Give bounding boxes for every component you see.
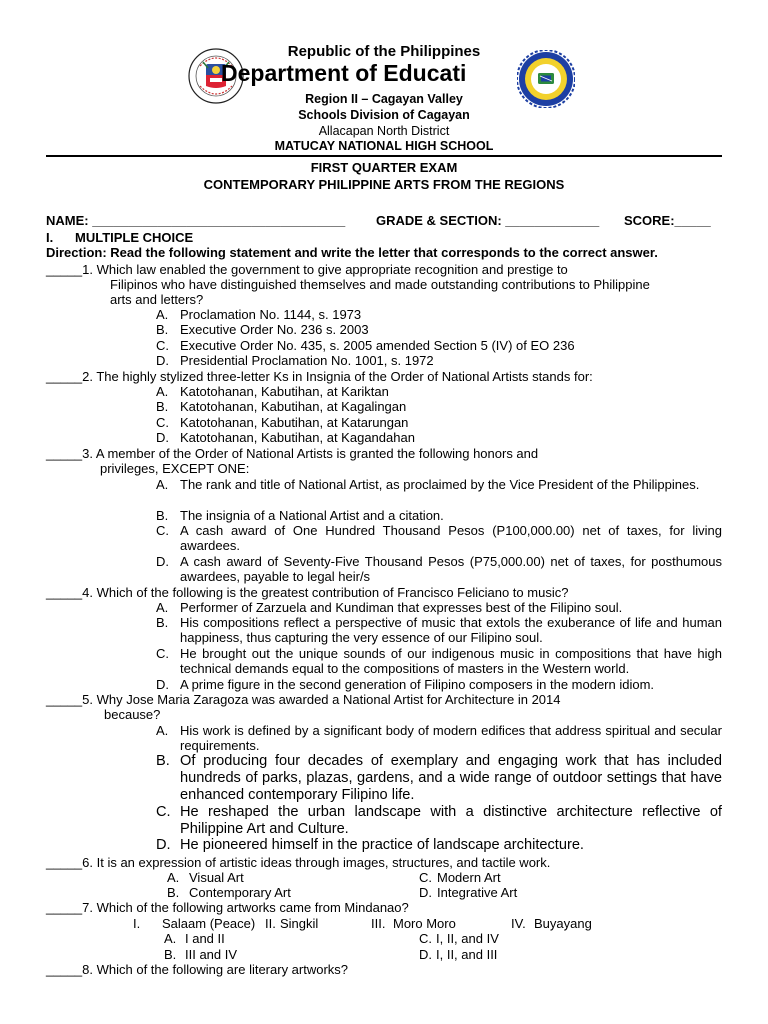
option-text: He pioneered himself in the practice of landscape architecture. [180,837,584,853]
option-text: Proclamation No. 1144, s. 1973 [180,307,362,322]
direction-body: : Read the following statement and write the letter that corresponds to the correct answer. [102,245,658,260]
option-text: III and IV [185,947,238,962]
question-7-option-b[interactable] [164,947,364,963]
option-text: Katotohanan, Kabutihan, at Katarungan [180,415,409,430]
question-7-item-4-num: IV. [511,916,526,931]
question-5-option-d[interactable] [156,837,722,854]
region-heading: Region II – Cagayan Valley [305,92,463,106]
score-field[interactable]: SCORE:_____ [624,213,711,228]
school-heading: MATUCAY NATIONAL HIGH SCHOOL [274,139,494,153]
question-6-option-c[interactable] [419,870,619,886]
section-title: MULTIPLE CHOICE [75,230,194,245]
option-text: Katotohanan, Kabutihan, at Kagandahan [180,430,415,445]
question-1-option-d[interactable] [156,353,722,369]
option-letter: C. [156,804,171,820]
question-3-line-2: privileges, EXCEPT ONE: [100,461,250,476]
question-5-line-1: _____5. Why Jose Maria Zaragoza was awarded a National Artist for Architecture in 2014 [46,692,561,707]
option-letter: B. [156,753,170,769]
option-letter: B. [164,947,177,962]
exam-subject-title: CONTEMPORARY PHILIPPINE ARTS FROM THE REGIONS [203,177,565,192]
option-letter: C. [419,870,432,885]
question-7-item-3: Moro Moro [393,916,456,931]
option-text: A prime figure in the second generation of Filipino composers in the modern idiom. [180,677,655,692]
option-text: I, II, and III [436,947,498,962]
option-text: The insignia of a National Artist and a citation. [180,508,444,523]
option-text: Katotohanan, Kabutihan, at Kariktan [180,384,389,399]
question-7-option-d[interactable] [419,947,619,963]
option-text: Katotohanan, Kabutihan, at Kagalingan [180,399,407,414]
option-letter: C. [156,338,169,353]
option-text: Presidential Proclamation No. 1001, s. 1972 [180,353,434,368]
option-letter: C. [156,415,169,430]
option-text: Visual Art [189,870,244,885]
question-6-option-b[interactable] [167,885,367,901]
question-2-option-d[interactable] [156,430,722,446]
question-1-option-b[interactable] [156,322,722,338]
header-divider [46,155,722,157]
question-4-option-c[interactable] [156,646,722,677]
question-7-line-1: _____7. Which of the following artworks came from Mindanao? [46,900,409,915]
republic-heading: Republic of the Philippines [287,43,481,60]
question-1-line-1: _____1. Which law enabled the government to give appropriate recognition and prestige to [46,262,568,277]
section-number: I. [46,230,54,245]
option-text: Executive Order No. 236 s. 2003 [180,322,369,337]
question-3-option-a[interactable] [156,477,722,508]
option-letter: A. [156,307,169,322]
question-2-option-b[interactable] [156,399,722,415]
option-text: He reshaped the urban landscape with a distinctive architecture reflective of Philippine Art and Culture. [180,804,722,837]
question-6-option-d[interactable] [419,885,619,901]
division-heading: Schools Division of Cagayan [298,108,470,122]
question-7-item-2-num: II. [265,916,276,931]
option-letter: D. [419,885,432,900]
option-text: I, II, and IV [436,931,499,946]
question-1-line-3: arts and letters? [110,292,204,307]
option-text: Performer of Zarzuela and Kundiman that expresses best of the Filipino soul. [180,600,623,615]
question-1-line-2: Filipinos who have distinguished themselves and made outstanding contributions to Philippine [110,277,650,292]
option-text: Modern Art [437,870,501,885]
question-7-item-2: Singkil [280,916,319,931]
option-text: His compositions reflect a perspective of music that extols the exuberance of life and human happiness, thus capturing the very essence of our Filipino soul. [180,615,722,646]
question-6-line-1: _____6. It is an expression of artistic ideas through images, structures, and tactile work. [46,855,551,870]
option-letter: B. [156,399,169,414]
question-7-option-a[interactable] [164,931,364,947]
option-letter: A. [156,477,169,492]
option-text: Executive Order No. 435, s. 2005 amended Section 5 (IV) of EO 236 [180,338,575,353]
option-letter: B. [156,615,169,630]
question-8-line-1: _____8. Which of the following are literary artworks? [46,962,349,977]
question-5-option-b[interactable] [156,753,722,805]
option-letter: D. [419,947,432,962]
department-heading: Department of Educati [221,60,467,86]
grade-section-field[interactable]: GRADE & SECTION: _____________ [376,213,600,228]
question-4-option-a[interactable] [156,600,722,616]
direction-text [46,245,658,260]
option-letter: A. [156,384,169,399]
option-letter: A. [156,723,169,738]
question-3-option-b[interactable] [156,508,722,524]
option-letter: D. [156,430,169,445]
question-2-option-a[interactable] [156,384,722,400]
option-letter: B. [167,885,180,900]
option-text: Contemporary Art [189,885,291,900]
question-5-option-c[interactable] [156,804,722,838]
option-letter: A. [167,870,180,885]
exam-quarter-title: FIRST QUARTER EXAM [310,160,458,175]
option-letter: C. [156,646,169,661]
question-5-line-2: because? [104,707,161,722]
question-7-item-1-num: I. [133,916,141,931]
question-2-line-1: _____2. The highly stylized three-letter Ks in Insignia of the Order of National Artists stands for: [46,369,593,384]
option-letter: A. [156,600,169,615]
question-4-option-d[interactable] [156,677,722,693]
option-text: Integrative Art [437,885,518,900]
option-text: I and II [185,931,225,946]
question-1-option-c[interactable] [156,338,722,354]
option-letter: B. [156,508,169,523]
question-3-line-1: _____3. A member of the Order of National Artists is granted the following honors and [46,446,539,461]
option-letter: D. [156,554,169,569]
option-text: The rank and title of National Artist, as proclaimed by the Vice President of the Philippines. [180,477,700,492]
question-6-option-a[interactable] [167,870,367,886]
option-letter: A. [164,931,177,946]
question-5-option-a[interactable] [156,723,722,754]
option-letter: B. [156,322,169,337]
name-field[interactable]: NAME: ___________________________________ [46,213,346,228]
option-letter: D. [156,837,171,853]
option-text: Of producing four decades of exemplary and engaging work that has included hundreds of parks, plazas, gardens, and a wide range of outdoor settings that have enhanced contemporary Filipino life. [180,753,722,803]
question-7-item-4: Buyayang [534,916,592,931]
option-letter: C. [156,523,169,538]
option-text: His work is defined by a significant body of modern edifices that address spiritual and secular requirements. [180,723,722,754]
question-4-option-b[interactable] [156,615,722,646]
option-text: He brought out the unique sounds of our indigenous music in compositions that have high technical demands equal to the compositions of masters in the Western world. [180,646,722,677]
question-2-option-c[interactable] [156,415,722,431]
question-3-option-c[interactable] [156,523,722,554]
option-text: A cash award of Seventy-Five Thousand Pesos (P75,000.00) net of taxes, for posthumous awardees, payable to legal heir/s [180,554,722,585]
question-1-option-a[interactable] [156,307,722,323]
question-3-option-d[interactable] [156,554,722,585]
option-letter: D. [156,353,169,368]
option-text: A cash award of One Hundred Thousand Pesos (P100,000.00) net of taxes, for living awardees. [180,523,722,554]
option-letter: D. [156,677,169,692]
question-7-item-1: Salaam (Peace) [162,916,256,931]
district-heading: Allacapan North District [318,124,450,138]
option-letter: C. [419,931,432,946]
question-7-item-3-num: III. [371,916,386,931]
question-7-option-c[interactable] [419,931,619,947]
question-4-line-1: _____4. Which of the following is the greatest contribution of Francisco Feliciano to music? [46,585,569,600]
direction-label: Direction [46,245,103,260]
